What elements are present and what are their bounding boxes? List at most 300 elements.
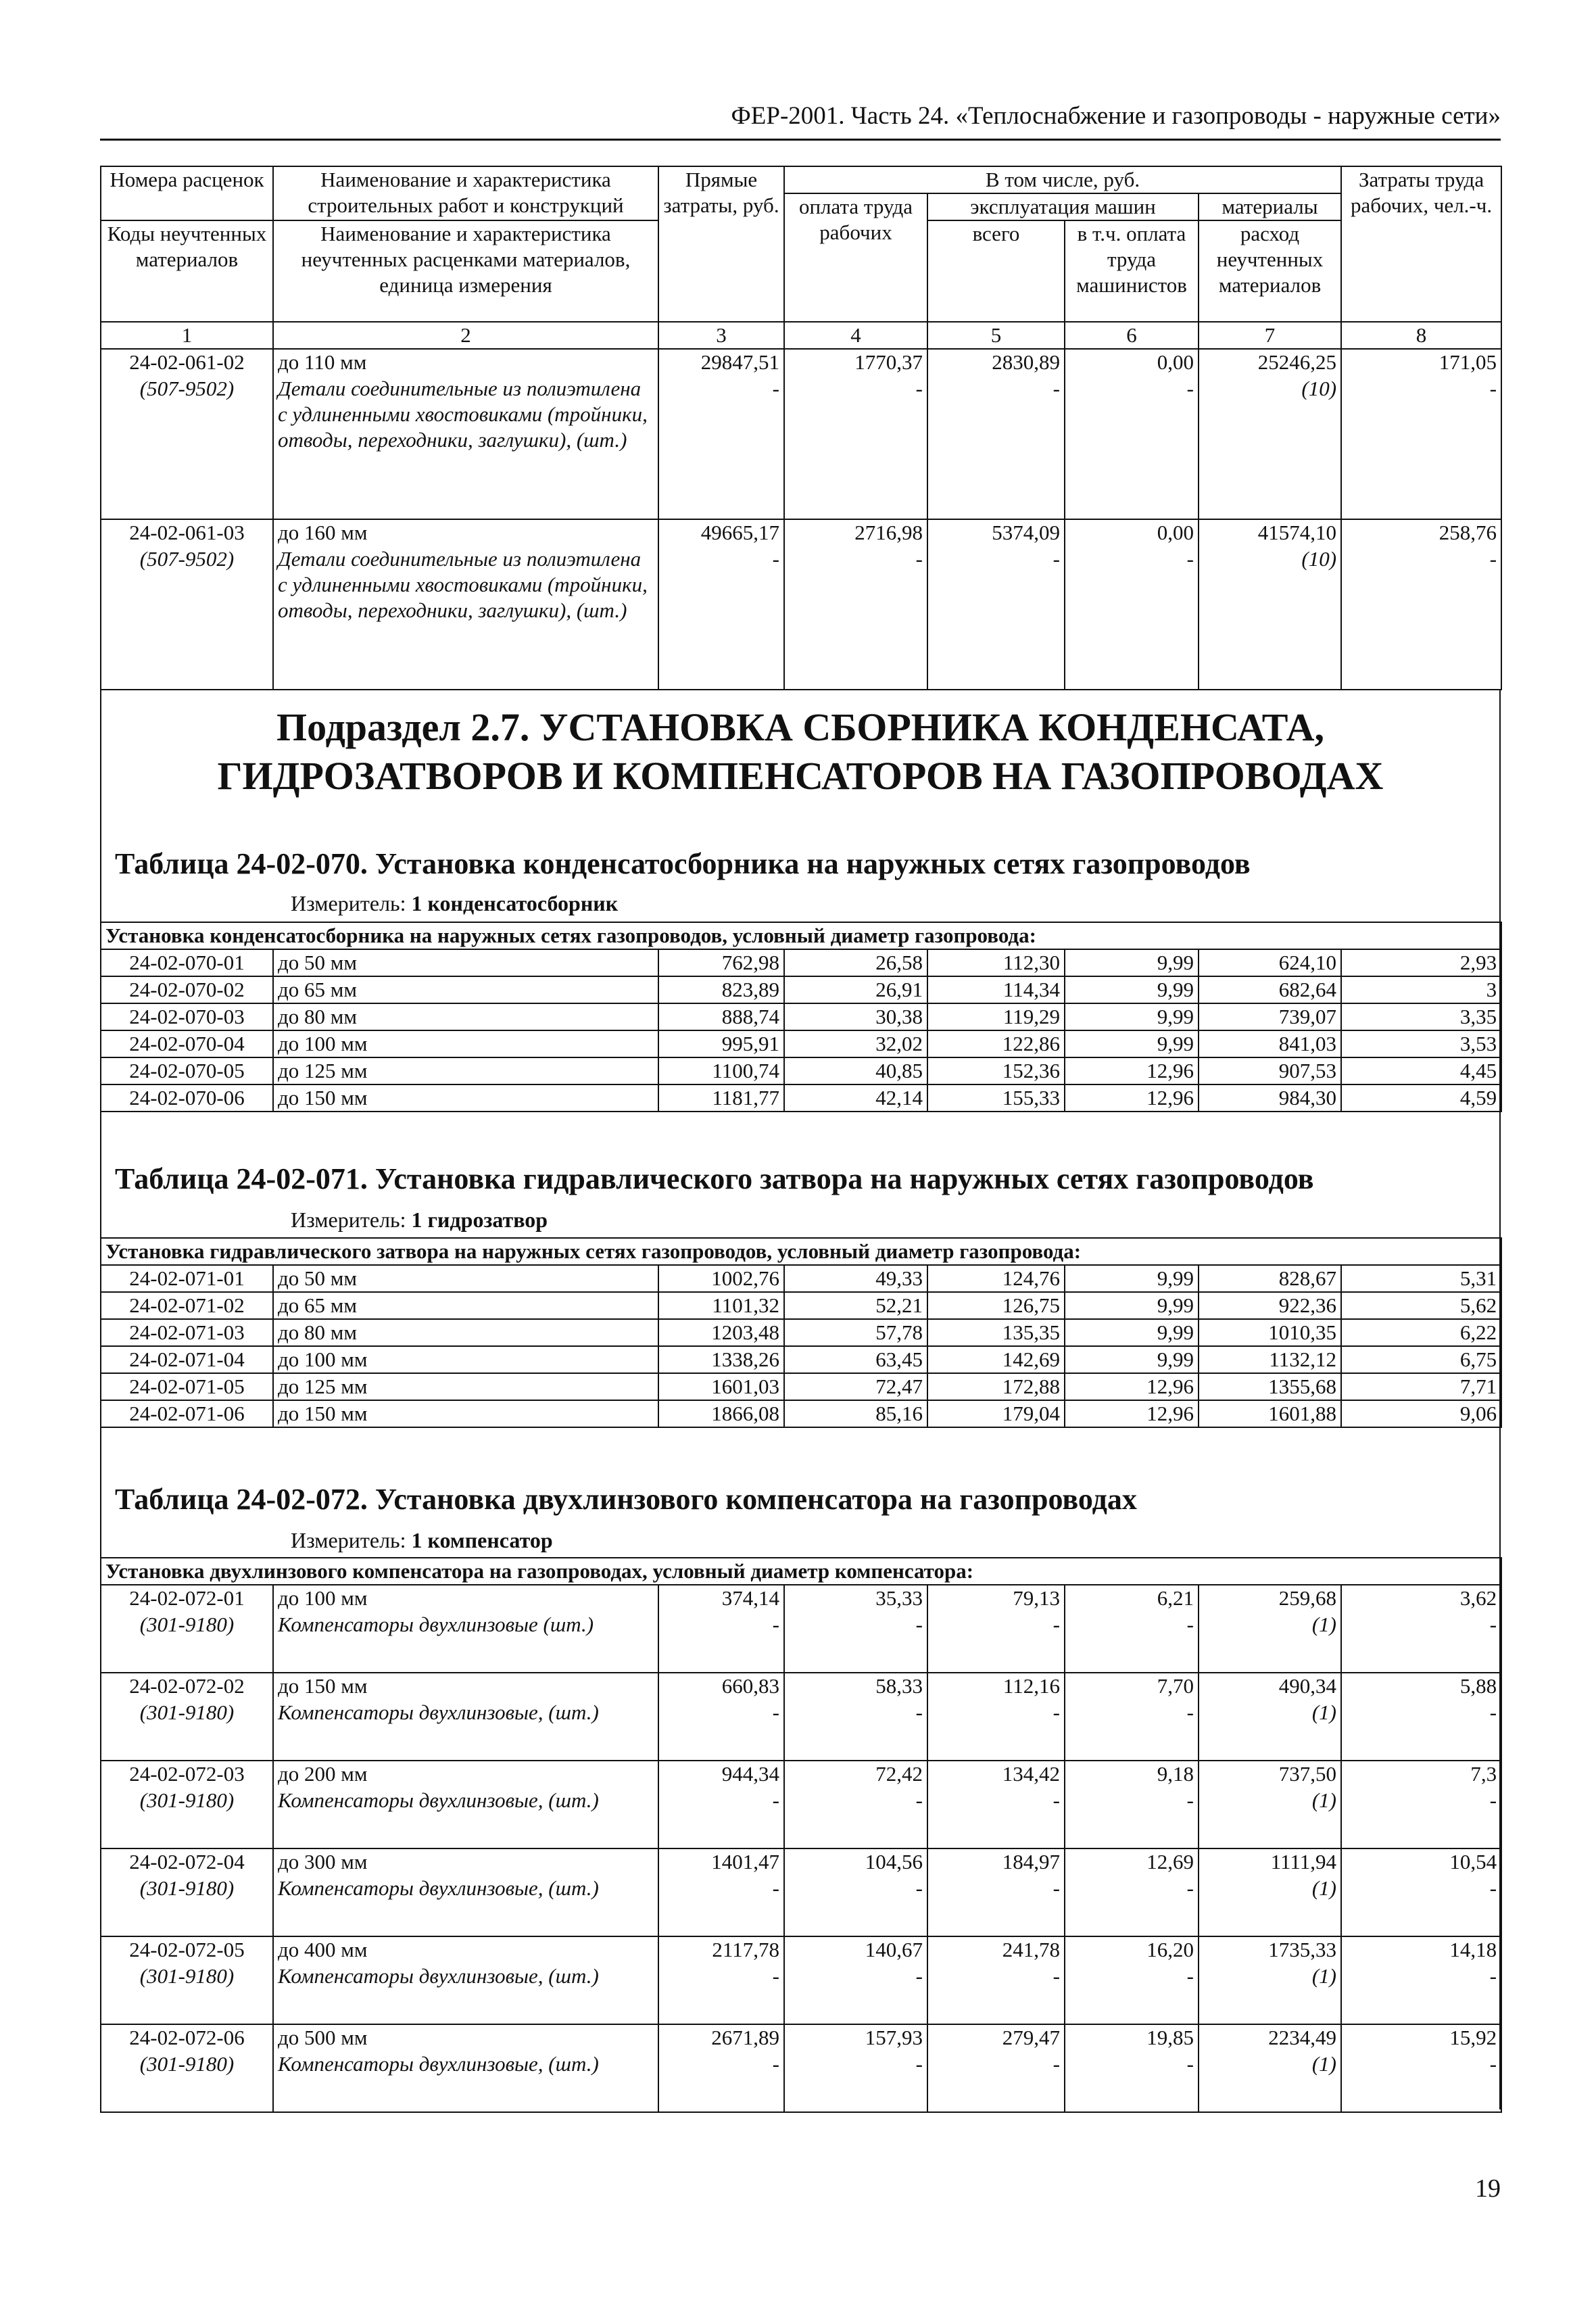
col4-header: оплата труда рабочих [784,193,927,322]
material-code: (507-9502) [101,376,273,519]
table-072-material-row [101,1876,1501,1936]
material-name: Детали соединительные из полиэтилена с удлиненными хвостовиками (тройники, отводы, переходники, заглушки), (шт.) [273,546,658,690]
material-value-col-8: - [1341,376,1501,519]
rate-name: до 150 мм [273,1673,658,1700]
table-071-group-heading: Установка гидравлического затвора на наружных сетях газопроводов, условный диаметр газопровода: [101,1238,1501,1265]
value-col-5: 124,76 [927,1265,1065,1292]
materials-header: материалы [1199,193,1341,220]
value-col-7: 259,68 [1199,1585,1341,1612]
material-value-col-5: - [927,546,1065,690]
table-072-body [101,1558,1501,2112]
value-col-5: 184,97 [927,1848,1065,1876]
table-070-row [101,976,1501,1003]
value-col-4: 63,45 [784,1346,927,1373]
material-value-col-3: - [658,546,784,690]
material-value-col-5: - [927,1612,1065,1673]
material-value-col-7: (1) [1199,1612,1341,1673]
value-col-8: 258,76 [1341,519,1501,546]
table-072-meter-label: Измеритель: [291,1528,412,1552]
value-col-4: 157,93 [784,2024,927,2051]
continued-material-row [101,546,1501,690]
col2-bottom-header: Наименование и характеристика неучтенных расценками материалов, единица измерения [273,220,658,322]
material-name: Компенсаторы двухлинзовые, (шт.) [273,1876,658,1936]
rate-name: до 150 мм [273,1084,658,1112]
value-col-8: 9,06 [1341,1400,1501,1427]
material-value-col-8: - [1341,1876,1501,1936]
value-col-7: 739,07 [1199,1003,1341,1030]
value-col-4: 26,91 [784,976,927,1003]
rate-name: до 200 мм [273,1761,658,1788]
rate-name: до 110 мм [273,349,658,376]
value-col-6: 0,00 [1065,519,1199,546]
value-col-7: 624,10 [1199,949,1341,976]
material-value-col-4: - [784,376,927,519]
continued-rate-row [101,519,1501,546]
table-070-row [101,1003,1501,1030]
value-col-4: 72,42 [784,1761,927,1788]
rate-name: до 80 мм [273,1319,658,1346]
material-value-col-6: - [1065,376,1199,519]
value-col-5: 135,35 [927,1319,1065,1346]
value-col-5: 134,42 [927,1761,1065,1788]
value-col-5: 279,47 [927,2024,1065,2051]
value-col-3: 944,34 [658,1761,784,1788]
value-col-4: 30,38 [784,1003,927,1030]
material-value-col-8: - [1341,2051,1501,2112]
rate-code: 24-02-071-02 [101,1292,273,1319]
value-col-3: 29847,51 [658,349,784,376]
section-title-line-1: Подраздел 2.7. УСТАНОВКА СБОРНИКА КОНДЕНСАТА, [276,705,1324,749]
value-col-6: 9,99 [1065,1292,1199,1319]
value-col-3: 1100,74 [658,1057,784,1084]
value-col-3: 1866,08 [658,1400,784,1427]
material-code: (301-9180) [101,2051,273,2112]
rate-code: 24-02-071-05 [101,1373,273,1400]
table-072-material-row [101,1963,1501,2024]
rate-code: 24-02-072-06 [101,2024,273,2051]
value-col-7: 1735,33 [1199,1936,1341,1963]
section-title-line-2: ГИДРОЗАТВОРОВ И КОМПЕНСАТОРОВ НА ГАЗОПРОВОДАХ [217,754,1384,798]
table-070-body [101,922,1501,1112]
table-071-title: Таблица 24-02-071. Установка гидравлического затвора на наружных сетях газопроводов [115,1162,1314,1195]
material-code: (301-9180) [101,1788,273,1848]
value-col-5: 119,29 [927,1003,1065,1030]
rate-code: 24-02-072-01 [101,1585,273,1612]
table-070-meter [291,891,618,916]
value-col-3: 660,83 [658,1673,784,1700]
rate-name: до 65 мм [273,1292,658,1319]
material-code: (301-9180) [101,1612,273,1673]
value-col-5: 179,04 [927,1400,1065,1427]
value-col-4: 1770,37 [784,349,927,376]
rate-name: до 300 мм [273,1848,658,1876]
value-col-7: 1111,94 [1199,1848,1341,1876]
material-value-col-5: - [927,1963,1065,2024]
rate-code: 24-02-072-04 [101,1848,273,1876]
value-col-4: 57,78 [784,1319,927,1346]
value-col-6: 9,99 [1065,976,1199,1003]
material-value-col-7: (1) [1199,1963,1341,2024]
material-value-col-8: - [1341,1963,1501,2024]
value-col-8: 171,05 [1341,349,1501,376]
value-col-3: 1601,03 [658,1373,784,1400]
value-col-5: 126,75 [927,1292,1065,1319]
col-number-7: 7 [1199,322,1341,349]
rate-code: 24-02-070-03 [101,1003,273,1030]
table-071-row [101,1319,1501,1346]
machines-header: эксплуатация машин [927,193,1199,220]
material-name: Компенсаторы двухлинзовые, (шт.) [273,1963,658,2024]
rate-name: до 100 мм [273,1346,658,1373]
col6-header: в т.ч. оплата труда машинистов [1065,220,1199,322]
material-value-col-3: - [658,2051,784,2112]
value-col-5: 155,33 [927,1084,1065,1112]
value-col-3: 1101,32 [658,1292,784,1319]
value-col-5: 241,78 [927,1936,1065,1963]
material-value-col-7: (10) [1199,376,1341,519]
value-col-4: 49,33 [784,1265,927,1292]
value-col-3: 1002,76 [658,1265,784,1292]
col2-top-header: Наименование и характеристика строительных работ и конструкций [273,166,658,220]
value-col-3: 888,74 [658,1003,784,1030]
value-col-7: 490,34 [1199,1673,1341,1700]
col-number-3: 3 [658,322,784,349]
material-value-col-5: - [927,1700,1065,1761]
table-071-row [101,1400,1501,1427]
value-col-6: 0,00 [1065,349,1199,376]
rate-code: 24-02-061-03 [101,519,273,546]
material-value-col-7: (1) [1199,2051,1341,2112]
rate-name: до 160 мм [273,519,658,546]
running-header: ФЕР-2001. Часть 24. «Теплоснабжение и газопроводы - наружные сети» [731,102,1501,130]
value-col-4: 52,21 [784,1292,927,1319]
value-col-3: 995,91 [658,1030,784,1057]
value-col-5: 152,36 [927,1057,1065,1084]
value-col-6: 12,96 [1065,1373,1199,1400]
value-col-7: 828,67 [1199,1265,1341,1292]
rate-code: 24-02-071-06 [101,1400,273,1427]
rate-name: до 100 мм [273,1585,658,1612]
material-value-col-8: - [1341,546,1501,690]
material-value-col-3: - [658,1963,784,2024]
material-value-col-3: - [658,1876,784,1936]
value-col-8: 4,45 [1341,1057,1501,1084]
rate-code: 24-02-070-04 [101,1030,273,1057]
value-col-8: 5,31 [1341,1265,1501,1292]
value-col-4: 72,47 [784,1373,927,1400]
material-value-col-4: - [784,1963,927,2024]
material-value-col-5: - [927,2051,1065,2112]
value-col-3: 762,98 [658,949,784,976]
value-col-5: 142,69 [927,1346,1065,1373]
rate-code: 24-02-071-04 [101,1346,273,1373]
col-number-6: 6 [1065,322,1199,349]
value-col-6: 12,69 [1065,1848,1199,1876]
value-col-8: 2,93 [1341,949,1501,976]
material-value-col-6: - [1065,1876,1199,1936]
table-070-group-heading: Установка конденсатосборника на наружных сетях газопроводов, условный диаметр газопровода: [101,922,1501,949]
rate-name: до 100 мм [273,1030,658,1057]
value-col-8: 3,62 [1341,1585,1501,1612]
material-value-col-7: (10) [1199,546,1341,690]
value-col-7: 841,03 [1199,1030,1341,1057]
table-072-meter [291,1528,553,1553]
value-col-7: 984,30 [1199,1084,1341,1112]
value-col-6: 12,96 [1065,1084,1199,1112]
value-col-3: 1181,77 [658,1084,784,1112]
value-col-3: 1203,48 [658,1319,784,1346]
value-col-7: 41574,10 [1199,519,1341,546]
rate-name: до 80 мм [273,1003,658,1030]
value-col-7: 682,64 [1199,976,1341,1003]
table-070-row [101,949,1501,976]
value-col-8: 4,59 [1341,1084,1501,1112]
value-col-6: 19,85 [1065,2024,1199,2051]
table-070 [100,922,1502,1112]
material-value-col-5: - [927,1876,1065,1936]
table-071-meter [291,1208,548,1233]
col1-bottom-header: Коды неучтенных материалов [101,220,273,322]
material-code: (301-9180) [101,1963,273,2024]
material-name: Компенсаторы двухлинзовые, (шт.) [273,1788,658,1848]
value-col-7: 25246,25 [1199,349,1341,376]
value-col-7: 1010,35 [1199,1319,1341,1346]
rate-code: 24-02-072-03 [101,1761,273,1788]
value-col-5: 112,16 [927,1673,1065,1700]
value-col-6: 12,96 [1065,1057,1199,1084]
col7-header: расход неучтенных материалов [1199,220,1341,322]
material-name: Компенсаторы двухлинзовые, (шт.) [273,2051,658,2112]
value-col-8: 10,54 [1341,1848,1501,1876]
material-value-col-6: - [1065,1963,1199,2024]
rate-code: 24-02-072-02 [101,1673,273,1700]
table-072-row [101,1585,1501,1612]
table-072-material-row [101,1700,1501,1761]
value-col-3: 823,89 [658,976,784,1003]
rate-code: 24-02-070-01 [101,949,273,976]
value-col-5: 172,88 [927,1373,1065,1400]
material-value-col-4: - [784,1876,927,1936]
table-070-meter-label: Измеритель: [291,891,412,915]
continued-rates-table [100,166,1502,690]
material-code: (301-9180) [101,1700,273,1761]
material-value-col-8: - [1341,1700,1501,1761]
material-value-col-6: - [1065,2051,1199,2112]
material-name: Компенсаторы двухлинзовые (шт.) [273,1612,658,1673]
material-value-col-5: - [927,376,1065,519]
value-col-6: 7,70 [1065,1673,1199,1700]
value-col-8: 7,3 [1341,1761,1501,1788]
value-col-4: 85,16 [784,1400,927,1427]
col-number-5: 5 [927,322,1065,349]
table-072-meter-value: 1 компенсатор [411,1528,553,1552]
value-col-8: 15,92 [1341,2024,1501,2051]
value-col-6: 9,99 [1065,1265,1199,1292]
continued-rate-row [101,349,1501,376]
material-value-col-7: (1) [1199,1700,1341,1761]
table-071-row [101,1292,1501,1319]
col8-header: Затраты труда рабочих, чел.-ч. [1341,166,1501,322]
table-072-material-row [101,2051,1501,2112]
value-col-6: 9,18 [1065,1761,1199,1788]
rate-name: до 400 мм [273,1936,658,1963]
material-value-col-8: - [1341,1788,1501,1848]
value-col-5: 122,86 [927,1030,1065,1057]
value-col-6: 16,20 [1065,1936,1199,1963]
value-col-5: 2830,89 [927,349,1065,376]
value-col-6: 9,99 [1065,949,1199,976]
value-col-6: 9,99 [1065,1003,1199,1030]
material-value-col-6: - [1065,546,1199,690]
material-value-col-8: - [1341,1612,1501,1673]
value-col-5: 114,34 [927,976,1065,1003]
value-col-3: 1338,26 [658,1346,784,1373]
section-title [100,703,1501,801]
value-col-7: 907,53 [1199,1057,1341,1084]
table-071 [100,1237,1502,1428]
table-070-title: Таблица 24-02-070. Установка конденсатосборника на наружных сетях газопроводов [115,847,1251,880]
value-col-7: 737,50 [1199,1761,1341,1788]
material-value-col-3: - [658,376,784,519]
value-col-3: 374,14 [658,1585,784,1612]
value-col-8: 5,62 [1341,1292,1501,1319]
material-code: (301-9180) [101,1876,273,1936]
value-col-4: 2716,98 [784,519,927,546]
value-col-4: 35,33 [784,1585,927,1612]
value-col-6: 9,99 [1065,1346,1199,1373]
table-072-row [101,1848,1501,1876]
in-total-header: В том числе, руб. [784,166,1341,193]
table-070-meter-value: 1 конденсатосборник [411,891,619,915]
material-value-col-6: - [1065,1612,1199,1673]
table-070-row [101,1030,1501,1057]
rate-name: до 125 мм [273,1373,658,1400]
value-col-3: 1401,47 [658,1848,784,1876]
material-value-col-6: - [1065,1700,1199,1761]
table-071-body [101,1238,1501,1427]
column-header [101,166,1501,349]
value-col-3: 49665,17 [658,519,784,546]
material-value-col-4: - [784,1788,927,1848]
col-number-8: 8 [1341,322,1501,349]
value-col-3: 2117,78 [658,1936,784,1963]
rate-name: до 150 мм [273,1400,658,1427]
value-col-8: 3,35 [1341,1003,1501,1030]
value-col-6: 9,99 [1065,1030,1199,1057]
table-072-material-row [101,1612,1501,1673]
material-value-col-7: (1) [1199,1876,1341,1936]
value-col-7: 1355,68 [1199,1373,1341,1400]
table-072-row [101,1761,1501,1788]
rate-name: до 500 мм [273,2024,658,2051]
rate-code: 24-02-070-02 [101,976,273,1003]
rate-name: до 65 мм [273,976,658,1003]
header-rule [100,139,1501,141]
value-col-4: 42,14 [784,1084,927,1112]
value-col-7: 2234,49 [1199,2024,1341,2051]
material-value-col-4: - [784,2051,927,2112]
table-072-title: Таблица 24-02-072. Установка двухлинзового компенсатора на газопроводах [115,1483,1137,1516]
material-value-col-4: - [784,1612,927,1673]
value-col-7: 1132,12 [1199,1346,1341,1373]
col-number-4: 4 [784,322,927,349]
table-072-row [101,1936,1501,1963]
rate-code: 24-02-071-03 [101,1319,273,1346]
value-col-4: 58,33 [784,1673,927,1700]
value-col-4: 26,58 [784,949,927,976]
material-value-col-3: - [658,1700,784,1761]
table-071-meter-value: 1 гидрозатвор [411,1208,548,1232]
continued-rates-body [101,349,1501,690]
material-value-col-5: - [927,1788,1065,1848]
value-col-4: 140,67 [784,1936,927,1963]
table-070-row [101,1057,1501,1084]
rate-code: 24-02-061-02 [101,349,273,376]
value-col-8: 6,22 [1341,1319,1501,1346]
col5-header: всего [927,220,1065,322]
value-col-6: 9,99 [1065,1319,1199,1346]
value-col-8: 3 [1341,976,1501,1003]
table-070-row [101,1084,1501,1112]
value-col-4: 104,56 [784,1848,927,1876]
table-071-row [101,1346,1501,1373]
material-name: Детали соединительные из полиэтилена с удлиненными хвостовиками (тройники, отводы, переходники, заглушки), (шт.) [273,376,658,519]
material-value-col-6: - [1065,1788,1199,1848]
value-col-8: 7,71 [1341,1373,1501,1400]
page-number: 19 [1475,2174,1501,2203]
material-code: (507-9502) [101,546,273,690]
table-072 [100,1557,1502,2113]
value-col-4: 40,85 [784,1057,927,1084]
material-name: Компенсаторы двухлинзовые, (шт.) [273,1700,658,1761]
value-col-5: 112,30 [927,949,1065,976]
value-col-6: 6,21 [1065,1585,1199,1612]
rate-name: до 50 мм [273,1265,658,1292]
value-col-5: 79,13 [927,1585,1065,1612]
table-072-group-heading: Установка двухлинзового компенсатора на газопроводах, условный диаметр компенсатора: [101,1558,1501,1585]
material-value-col-3: - [658,1612,784,1673]
table-071-row [101,1265,1501,1292]
col-number-1: 1 [101,322,273,349]
material-value-col-4: - [784,1700,927,1761]
value-col-4: 32,02 [784,1030,927,1057]
value-col-7: 1601,88 [1199,1400,1341,1427]
material-value-col-4: - [784,546,927,690]
rate-code: 24-02-071-01 [101,1265,273,1292]
material-value-col-7: (1) [1199,1788,1341,1848]
table-071-meter-label: Измеритель: [291,1208,412,1232]
col1-top-header: Номера расценок [101,166,273,220]
table-072-row [101,1673,1501,1700]
rate-name: до 125 мм [273,1057,658,1084]
rate-code: 24-02-072-05 [101,1936,273,1963]
value-col-8: 3,53 [1341,1030,1501,1057]
table-071-row [101,1373,1501,1400]
rate-code: 24-02-070-05 [101,1057,273,1084]
value-col-3: 2671,89 [658,2024,784,2051]
continued-material-row [101,376,1501,519]
value-col-8: 5,88 [1341,1673,1501,1700]
rate-code: 24-02-070-06 [101,1084,273,1112]
material-value-col-3: - [658,1788,784,1848]
table-072-material-row [101,1788,1501,1848]
value-col-5: 5374,09 [927,519,1065,546]
value-col-7: 922,36 [1199,1292,1341,1319]
col3-header: Прямые затраты, руб. [658,166,784,322]
table-072-row [101,2024,1501,2051]
value-col-8: 14,18 [1341,1936,1501,1963]
value-col-6: 12,96 [1065,1400,1199,1427]
